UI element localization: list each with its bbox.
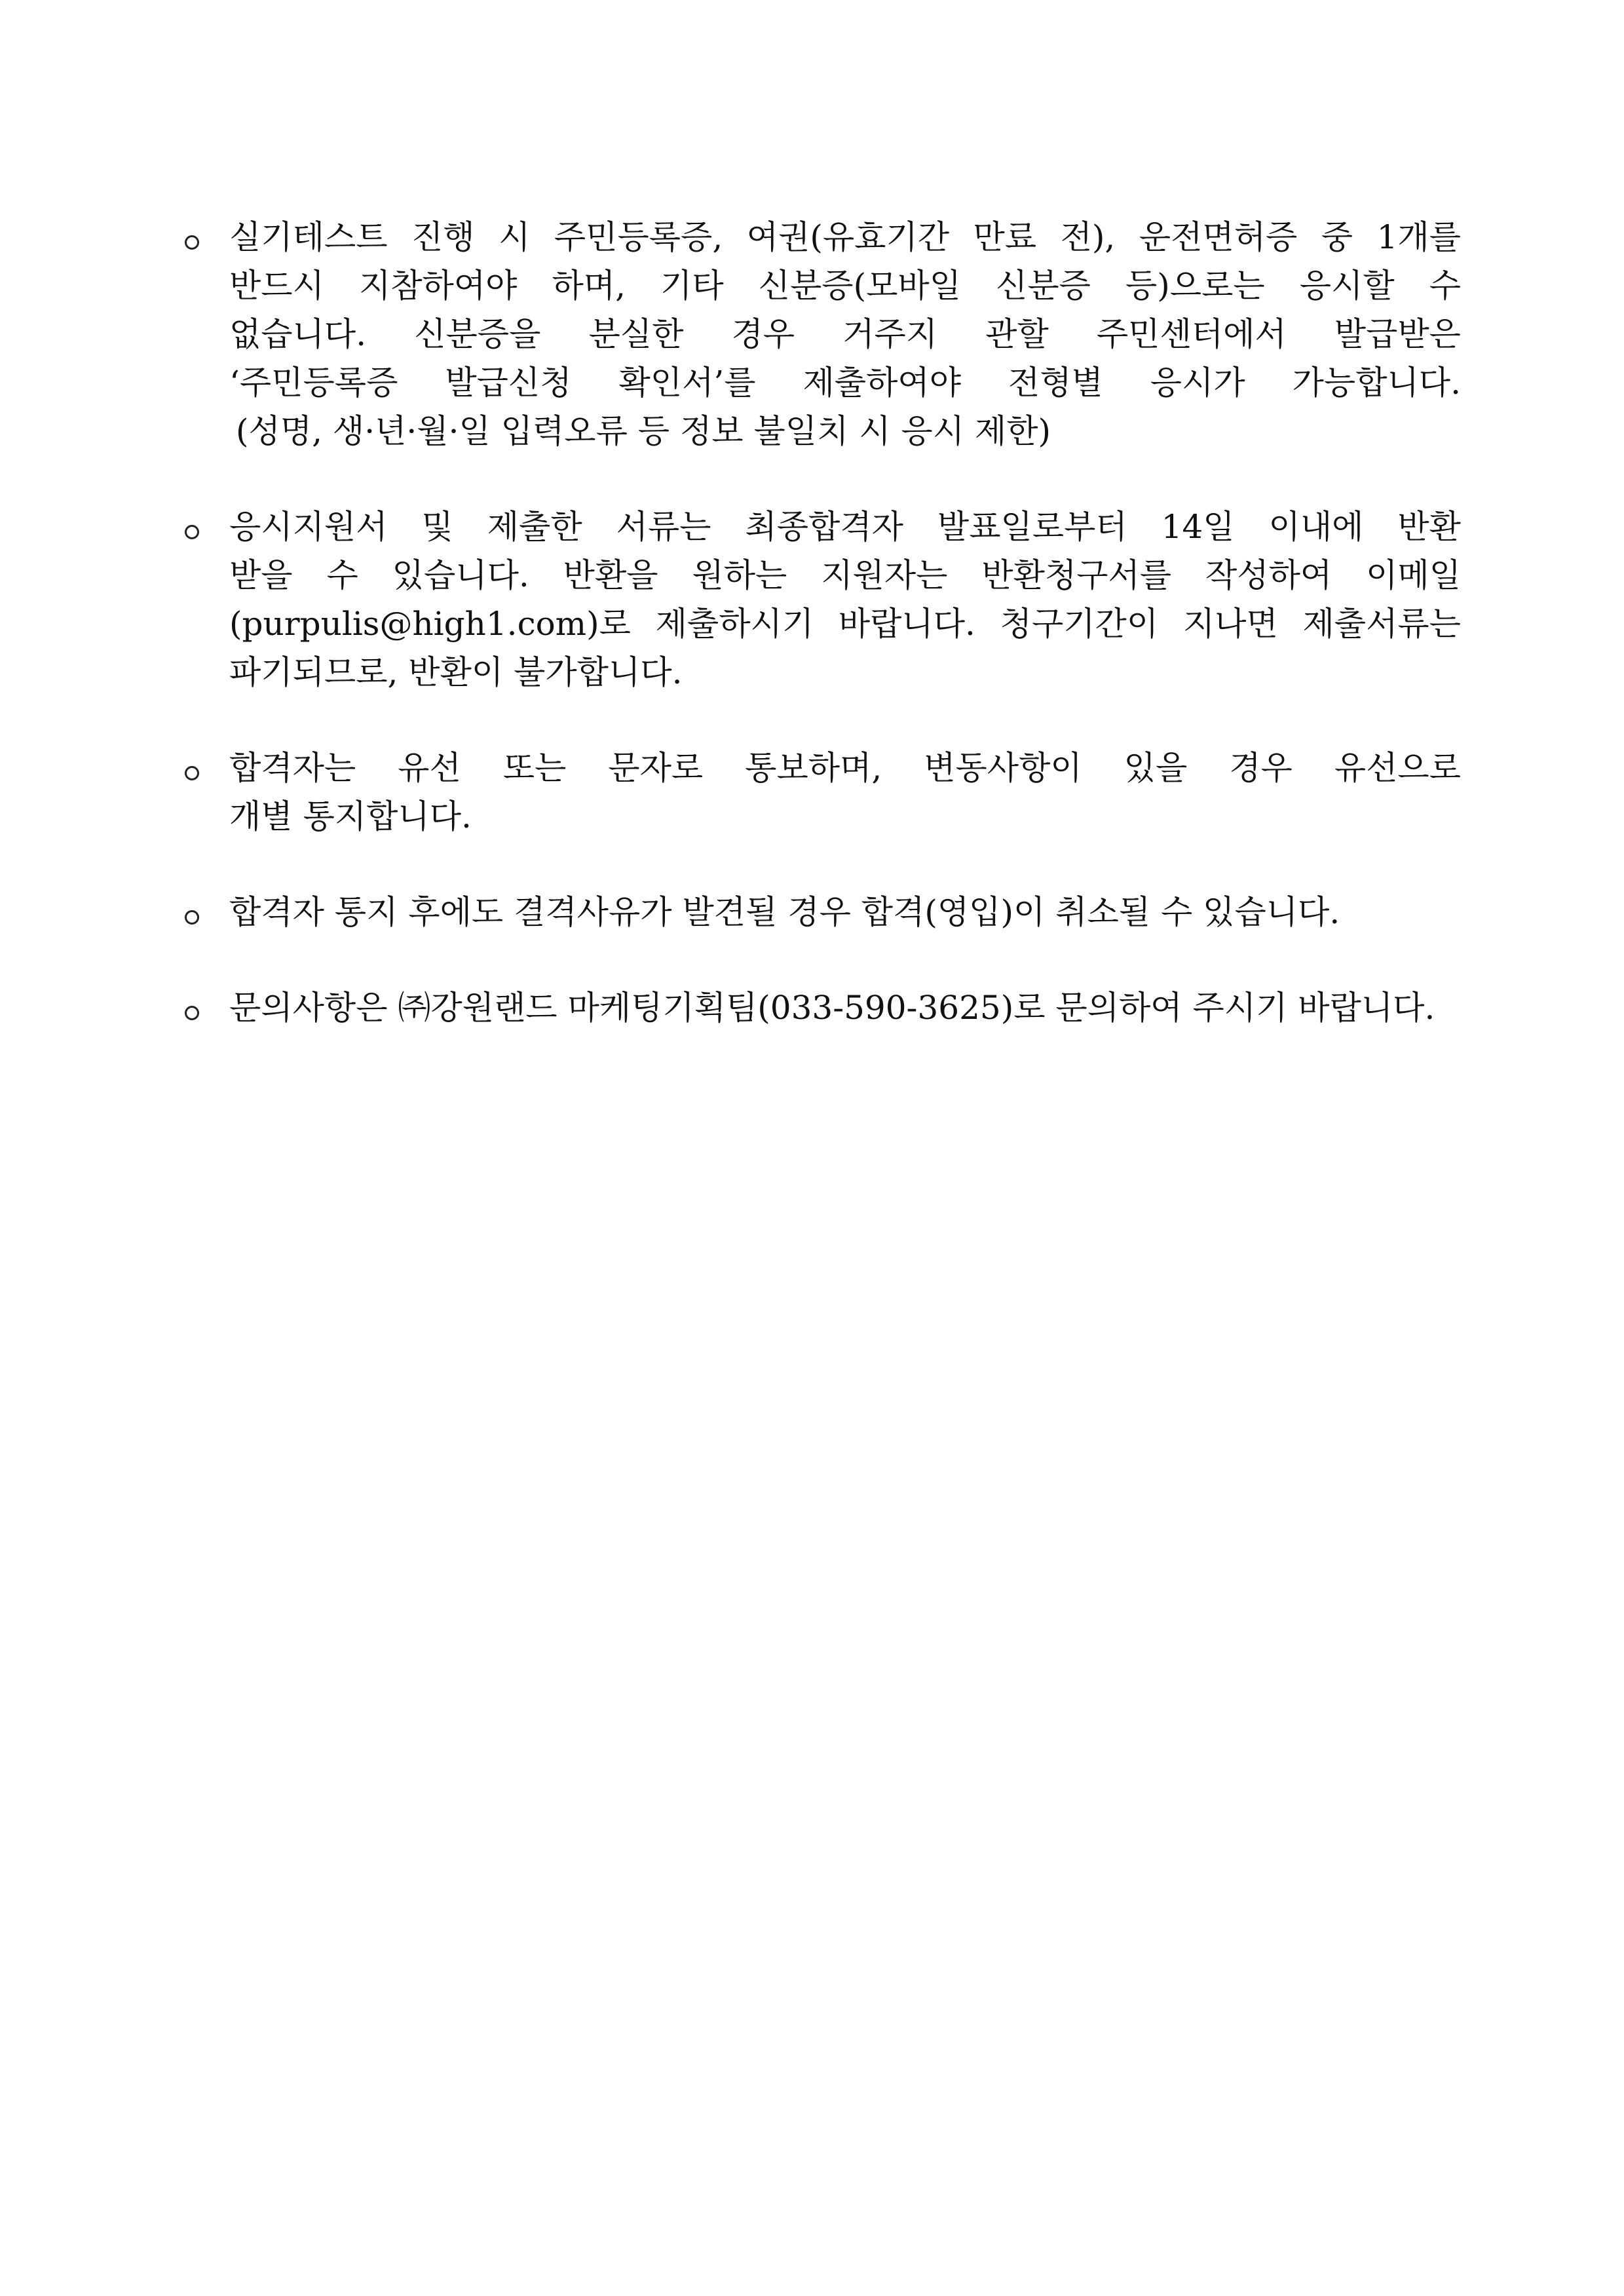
notice-line: 없습니다. 신분증을 분실한 경우 거주지 관할 주민센터에서 발급받은 [229,315,1461,353]
notice-line: (purpulis@high1.com)로 제출하시기 바랍니다. 청구기간이 지나면 제출서류는 [229,605,1461,643]
notice-line: ‘주민등록증 발급신청 확인서’를 제출하여야 전형별 응시가 가능합니다. [229,364,1461,402]
circle-bullet-icon [185,235,199,250]
circle-bullet-icon [185,910,199,925]
circle-bullet-icon [185,766,199,780]
notice-list [177,213,1461,1079]
notice-line: 합격자 통지 후에도 결격사유가 발견될 경우 합격(영입)이 취소될 수 있습니다. [229,893,1340,931]
notice-line: (성명, 생·년·월·일 입력오류 등 정보 불일치 시 응시 제한) [236,412,1051,450]
notice-id-requirement [177,213,1461,455]
notice-contact [177,984,1461,1032]
notice-line: 응시지원서 및 제출한 서류는 최종합격자 발표일로부터 14일 이내에 반환 [229,508,1461,546]
notice-line: 문의사항은 ㈜강원랜드 마케팅기획팀(033-590-3625)로 문의하여 주시기 바랍니다. [229,989,1435,1027]
notice-line: 개별 통지합니다. [229,797,472,835]
notice-line: 받을 수 있습니다. 반환을 원하는 지원자는 반환청구서를 작성하여 이메일 [229,556,1461,594]
notice-disqualification [177,888,1461,936]
notice-line: 파기되므로, 반환이 불가합니다. [229,653,683,691]
notice-line: 합격자는 유선 또는 문자로 통보하며, 변동사항이 있을 경우 유선으로 [229,749,1461,787]
notice-document-return [177,503,1461,697]
notice-pass-notification [177,744,1461,841]
circle-bullet-icon [185,1006,199,1020]
circle-bullet-icon [185,525,199,539]
notice-line: 반드시 지참하여야 하며, 기타 신분증(모바일 신분증 등)으로는 응시할 수 [229,267,1461,305]
notice-line: 실기테스트 진행 시 주민등록증, 여권(유효기간 만료 전), 운전면허증 중 1개를 [229,218,1461,256]
